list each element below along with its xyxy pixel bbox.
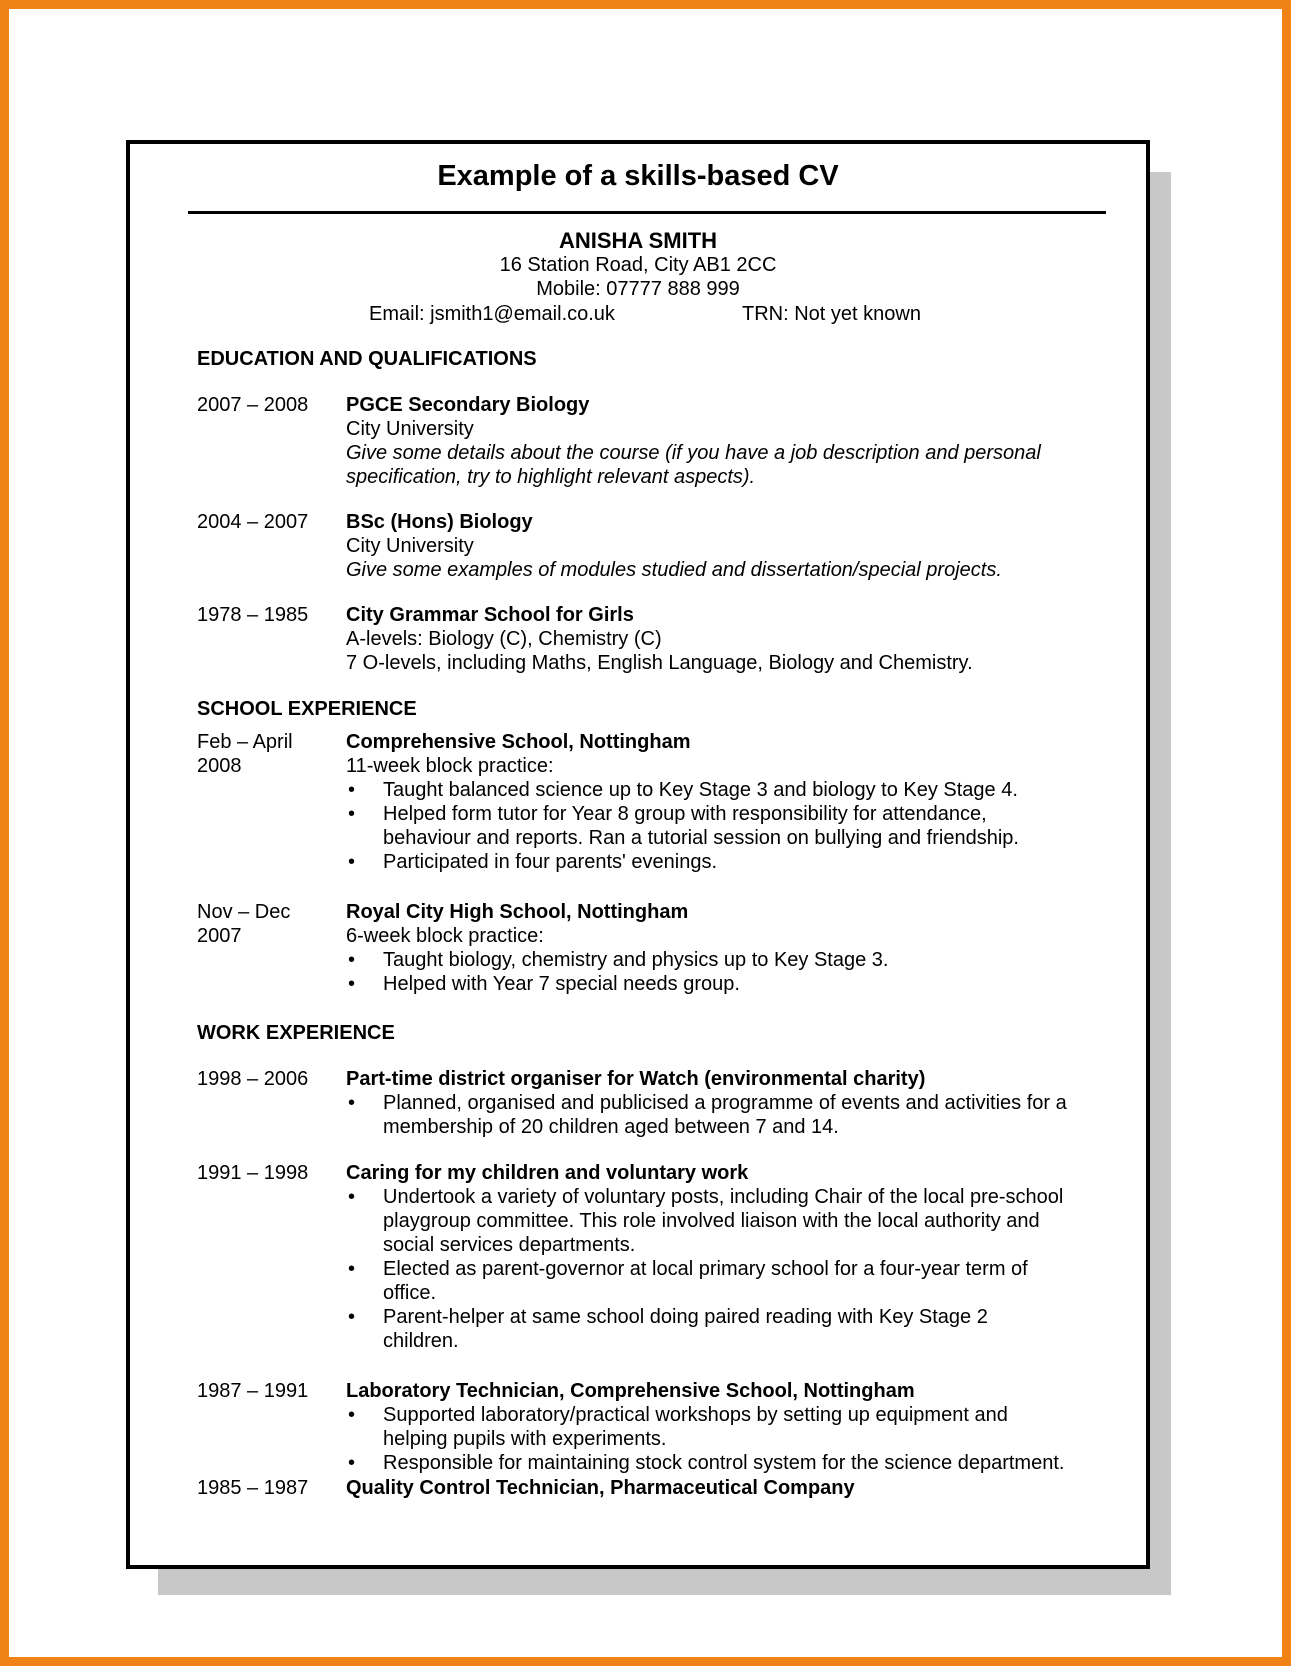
candidate-mobile: Mobile: 07777 888 999 [536, 278, 740, 300]
cv-title: Example of a skills-based CV [437, 160, 839, 192]
list-item: • Parent-helper at same school doing paired reading with Key Stage 2 children. [348, 1306, 988, 1352]
entry-date: 2008 [197, 755, 242, 777]
entry-date: 1978 – 1985 [197, 604, 309, 626]
entry-title: Laboratory Technician, Comprehensive School, Nottingham [346, 1380, 915, 1402]
work-entry [197, 1161, 1097, 1353]
list-item: • Helped form tutor for Year 8 group with responsibility for attendance, behaviour and reports. Ran a tutorial session on bullying and friendship. [348, 803, 1019, 849]
candidate-trn: TRN: Not yet known [742, 303, 921, 325]
entry-date: 1987 – 1991 [197, 1380, 309, 1402]
entry-title: Comprehensive School, Nottingham [346, 731, 691, 753]
bullet-icon: • [348, 1258, 356, 1280]
list-item: • Supported laboratory/practical workshops by setting up equipment and helping pupils with experiments. [348, 1404, 1008, 1450]
cv-page [126, 140, 1150, 1569]
entry-title: PGCE Secondary Biology [346, 394, 590, 416]
candidate-email: Email: jsmith1@email.co.uk [369, 303, 615, 325]
entry-note: Give some examples of modules studied and dissertation/special projects. [346, 559, 1002, 581]
candidate-address: 16 Station Road, City AB1 2CC [499, 254, 777, 276]
list-item: • Helped with Year 7 special needs group. [348, 973, 740, 995]
bullet-icon: • [348, 949, 356, 971]
entry-date: Nov – Dec [197, 901, 291, 923]
title-divider [188, 211, 1106, 214]
school-experience-heading: SCHOOL EXPERIENCE [197, 698, 417, 720]
bullet-list [346, 1185, 1097, 1353]
bullet-list [346, 1091, 1097, 1139]
work-experience-heading: WORK EXPERIENCE [197, 1022, 395, 1044]
entry-intro: 11-week block practice: [346, 755, 554, 777]
entry-institution: City University [346, 535, 474, 557]
entry-note: Give some details about the course (if you have a job description and personal [346, 442, 1041, 464]
bullet-list [346, 1403, 1097, 1475]
work-entry [197, 1476, 1097, 1500]
bullet-icon: • [348, 973, 356, 995]
entry-intro: 6-week block practice: [346, 925, 544, 947]
list-item: • Taught balanced science up to Key Stage 3 and biology to Key Stage 4. [348, 779, 1018, 801]
bullet-list [346, 778, 1097, 874]
entry-date: 1998 – 2006 [197, 1068, 309, 1090]
work-entry [197, 1067, 1097, 1139]
entry-title: Caring for my children and voluntary work [346, 1162, 749, 1184]
bullet-icon: • [348, 1186, 356, 1208]
entry-title: Part-time district organiser for Watch (environmental charity) [346, 1068, 926, 1090]
bullet-icon: • [348, 779, 356, 801]
education-entry [197, 393, 1097, 489]
entry-detail: 7 O-levels, including Maths, English Language, Biology and Chemistry. [346, 652, 973, 674]
school-entry [197, 900, 1097, 996]
entry-title: Quality Control Technician, Pharmaceutical Company [346, 1477, 855, 1499]
entry-date: 1985 – 1987 [197, 1477, 309, 1499]
bullet-list [346, 948, 1097, 996]
entry-detail: A-levels: Biology (C), Chemistry (C) [346, 628, 662, 650]
entry-date: 1991 – 1998 [197, 1162, 309, 1184]
entry-date: 2007 [197, 925, 242, 947]
entry-title: Royal City High School, Nottingham [346, 901, 689, 923]
candidate-name: ANISHA SMITH [558, 228, 718, 253]
list-item: • Planned, organised and publicised a programme of events and activities for a membership of 20 children aged between 7 and 14. [348, 1092, 1067, 1138]
list-item: • Taught biology, chemistry and physics up to Key Stage 3. [348, 949, 889, 971]
entry-title: City Grammar School for Girls [346, 604, 634, 626]
bullet-icon: • [348, 1306, 356, 1328]
education-entry [197, 603, 1097, 675]
list-item: • Participated in four parents' evenings. [348, 851, 718, 873]
bullet-icon: • [348, 1092, 356, 1114]
bullet-icon: • [348, 1452, 356, 1474]
list-item: • Elected as parent-governor at local primary school for a four-year term of office. [348, 1258, 1028, 1304]
entry-title: BSc (Hons) Biology [346, 511, 533, 533]
list-item: • Responsible for maintaining stock control system for the science department. [348, 1452, 1065, 1474]
bullet-icon: • [348, 851, 356, 873]
work-entry [197, 1379, 1097, 1475]
entry-date: Feb – April [197, 731, 293, 753]
list-item: • Undertook a variety of voluntary posts, including Chair of the local pre-school playgroup committee. This role involved liaison with the local authority and social services departments. [348, 1186, 1064, 1256]
bullet-icon: • [348, 803, 356, 825]
entry-note: specification, try to highlight relevant aspects). [346, 466, 756, 488]
entry-date: 2007 – 2008 [197, 394, 309, 416]
entry-date: 2004 – 2007 [197, 511, 309, 533]
bullet-icon: • [348, 1404, 356, 1426]
education-heading: EDUCATION AND QUALIFICATIONS [197, 348, 537, 370]
school-entry [197, 730, 1097, 874]
education-entry [197, 510, 1097, 582]
entry-institution: City University [346, 418, 474, 440]
